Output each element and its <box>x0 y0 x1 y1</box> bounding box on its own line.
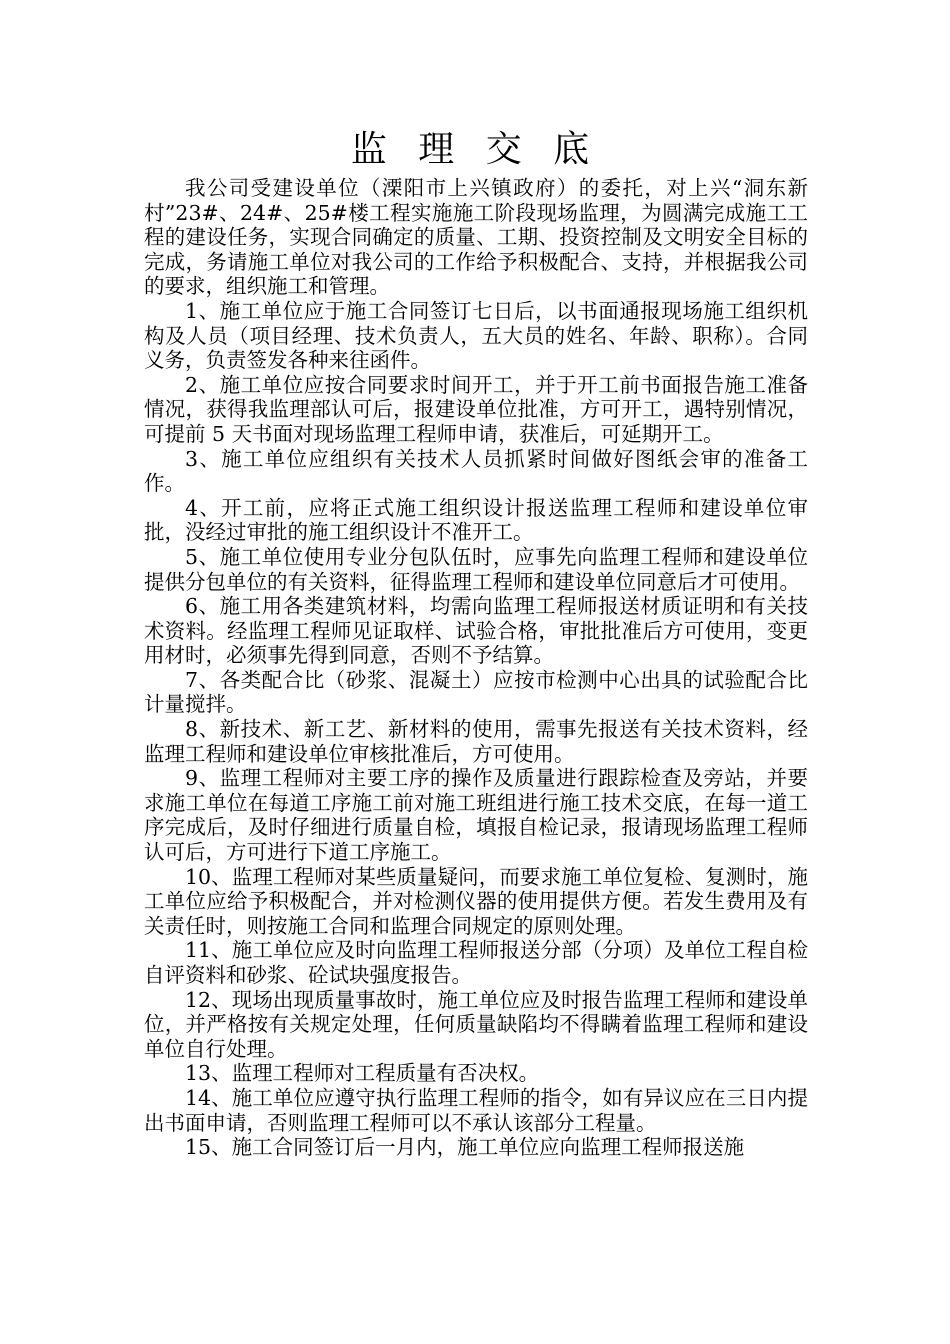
clause-2: 2、施工单位应按合同要求时间开工，并于开工前书面报告施工准备情况，获得我监理部认可后，报建设单位批准，方可开工，遇特别情况，可提前 5 天书面对现场监理工程师申请，获准后，可延期开工。 <box>144 372 808 446</box>
intro-paragraph: 我公司受建设单位（溧阳市上兴镇政府）的委托，对上兴“洞东新村”23#、24#、25#楼工程实施施工阶段现场监理，为圆满完成施工工程的建设任务，实现合同确定的质量、工期、投资控制及文明安全目标的完成，务请施工单位对我公司的工作给予积极配合、支持，并根据我公司的要求，组织施工和管理。 <box>144 176 808 299</box>
clause-12: 12、现场出现质量事故时，施工单位应及时报告监理工程师和建设单位，并严格按有关规定处理，任何质量缺陷均不得瞒着监理工程师和建设单位自行处理。 <box>144 987 808 1061</box>
clause-4: 4、开工前，应将正式施工组织设计报送监理工程师和建设单位审批，没经过审批的施工组织设计不准开工。 <box>144 495 808 545</box>
document-body <box>144 176 808 1160</box>
clause-14: 14、施工单位应遵守执行监理工程师的指令，如有异议应在三日内提出书面申请，否则监理工程师可以不承认该部分工程量。 <box>144 1085 808 1135</box>
clause-13: 13、监理工程师对工程质量有否决权。 <box>185 1061 540 1086</box>
clause-9: 9、监理工程师对主要工序的操作及质量进行跟踪检查及旁站，并要求施工单位在每道工序施工前对施工班组进行施工技术交底，在每一道工序完成后，及时仔细进行质量自检，填报自检记录，报请现场监理工程师认可后，方可进行下道工序施工。 <box>144 766 808 865</box>
clause-11: 11、施工单位应及时向监理工程师报送分部（分项）及单位工程自检自评资料和砂浆、砼试块强度报告。 <box>144 938 808 987</box>
clause-15: 15、施工合同签订后一月内，施工单位应向监理工程师报送施 <box>185 1135 745 1160</box>
clause-8: 8、新技术、新工艺、新材料的使用，需事先报送有关技术资料，经监理工程师和建设单位审核批准后，方可使用。 <box>144 717 808 766</box>
document-title: 监 理 交 底 <box>350 129 600 170</box>
clause-1: 1、施工单位应于施工合同签订七日后，以书面通报现场施工组织机构及人员（项目经理、技术负责人，五大员的姓名、年龄、职称）。合同义务，负责签发各种来往函件。 <box>144 298 808 373</box>
clause-3: 3、施工单位应组织有关技术人员抓紧时间做好图纸会审的准备工作。 <box>144 446 808 496</box>
clause-5: 5、施工单位使用专业分包队伍时，应事先向监理工程师和建设单位提供分包单位的有关资料，征得监理工程师和建设单位同意后才可使用。 <box>144 544 808 594</box>
clause-7: 7、各类配合比（砂浆、混凝土）应按市检测中心出具的试验配合比计量搅拌。 <box>144 667 808 717</box>
clause-6: 6、施工用各类建筑材料，均需向监理工程师报送材质证明和有关技术资料。经监理工程师见证取样、试验合格，审批批准后方可使用，变更用材时，必须事先得到同意，否则不予结算。 <box>144 594 808 668</box>
clause-10: 10、监理工程师对某些质量疑问，而要求施工单位复检、复测时，施工单位应给予积极配合，并对检测仪器的使用提供方便。若发生费用及有关责任时，则按施工合同和监理合同规定的原则处理。 <box>144 864 808 938</box>
